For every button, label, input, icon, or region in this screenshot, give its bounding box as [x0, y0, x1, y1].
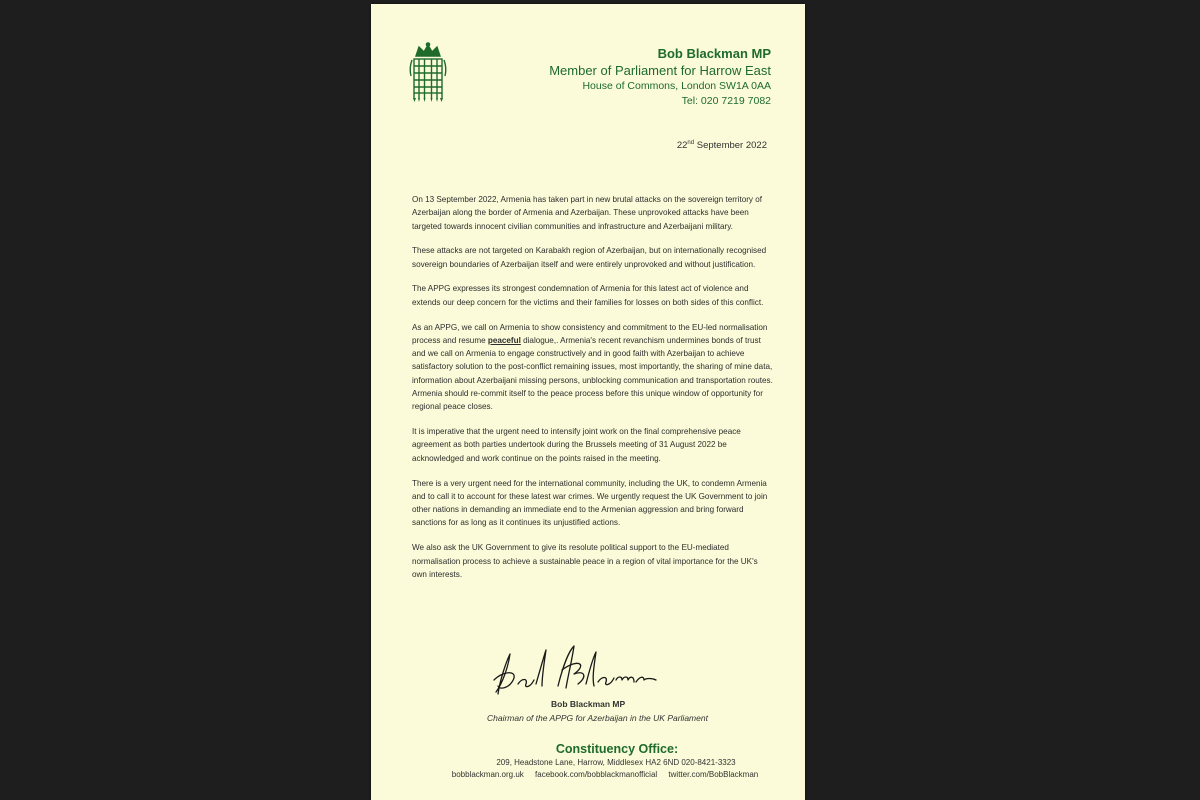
office-address: 209, Headstone Lane, Harrow, Middlesex HA2 6ND 020-8421-3323: [496, 758, 736, 767]
date-rest: September 2022: [694, 140, 767, 152]
body-paragraph: We also ask the UK Government to give its resolute political support to the EU-mediated normalisation process to achieve a sustainable peace in a region of vital importance for the UK's own interests.: [412, 543, 758, 579]
office-website: bobblackman.org.uk: [451, 770, 524, 779]
office-heading: Constituency Office:: [555, 742, 679, 756]
letter-date: [677, 140, 767, 151]
portcullis-crest-icon: [406, 42, 450, 106]
body-paragraph: [412, 321, 774, 414]
letter-page: [371, 4, 805, 800]
p4-text-before: As an APPG, we call on Armenia to show consistency and commitment to the EU-led normalisation process and resume: [412, 322, 768, 345]
body-paragraph: There is a very urgent need for the international community, including the UK, to condemn Armenia and to call it to account for these latest war crimes. We urgently request the UK Government to join other nations in demanding an immediate end to the Armenian aggression and bring forward sanctions for as long as it continues its unjustified actions.: [412, 478, 768, 528]
letterhead-telephone: Tel: 020 7219 7082: [681, 94, 771, 107]
p4-emphasis: peaceful: [487, 335, 521, 345]
body-paragraph: These attacks are not targeted on Karabakh region of Azerbaijan, but on internationally recognised sovereign boundaries of Azerbaijan itself and were entirely unprovoked and without justification.: [412, 246, 767, 269]
office-twitter: twitter.com/BobBlackman: [668, 770, 759, 779]
constituency-office: [371, 742, 805, 781]
letterhead-title: Member of Parliament for Harrow East: [549, 63, 771, 78]
letterhead-address: House of Commons, London SW1A 0AA: [582, 80, 771, 92]
date-day: 22: [676, 140, 688, 152]
handwritten-signature: [488, 640, 663, 702]
letterhead-name: Bob Blackman MP: [657, 46, 771, 61]
body-paragraph: The APPG expresses its strongest condemnation of Armenia for this latest act of violence and extends our deep concern for the victims and their families for losses on both sides of this conflict.: [412, 284, 764, 307]
office-facebook: facebook.com/bobblackmanofficial: [535, 770, 658, 779]
office-links: [405, 769, 805, 781]
body-paragraph: It is imperative that the urgent need to intensify joint work on the final comprehensive peace agreement as both parties undertook during the Brussels meeting of 31 August 2022 be acknowledged and work continue on the points raised in the meeting.: [412, 427, 741, 463]
letterhead: [549, 46, 771, 108]
letter-body: [412, 193, 774, 593]
signoff-role: Chairman of the APPG for Azerbaijan in the UK Parliament: [487, 713, 708, 723]
p4-text-after: dialogue,. Armenia's recent revanchism undermines bonds of trust and we call on Armenia to engage constructively and in good faith with Azerbaijan to achieve satisfactory solution to the post-conflict remaining issues, most importantly, the sharing of mine data, information about Azerbaijani missing persons, unblocking communication and transportation routes. Armenia should re-commit itself to the peace process before this unique window of opportunity for regional peace closes.: [412, 335, 773, 412]
signoff-name: Bob Blackman MP: [551, 699, 626, 709]
date-suffix: nd: [687, 140, 695, 146]
body-paragraph: On 13 September 2022, Armenia has taken part in new brutal attacks on the sovereign territory of Azerbaijan along the border of Armenia and Azerbaijan. These unprovoked attacks have been targeted towards innocent civilian communities and infrastructure and Azerbaijani military.: [412, 195, 763, 231]
